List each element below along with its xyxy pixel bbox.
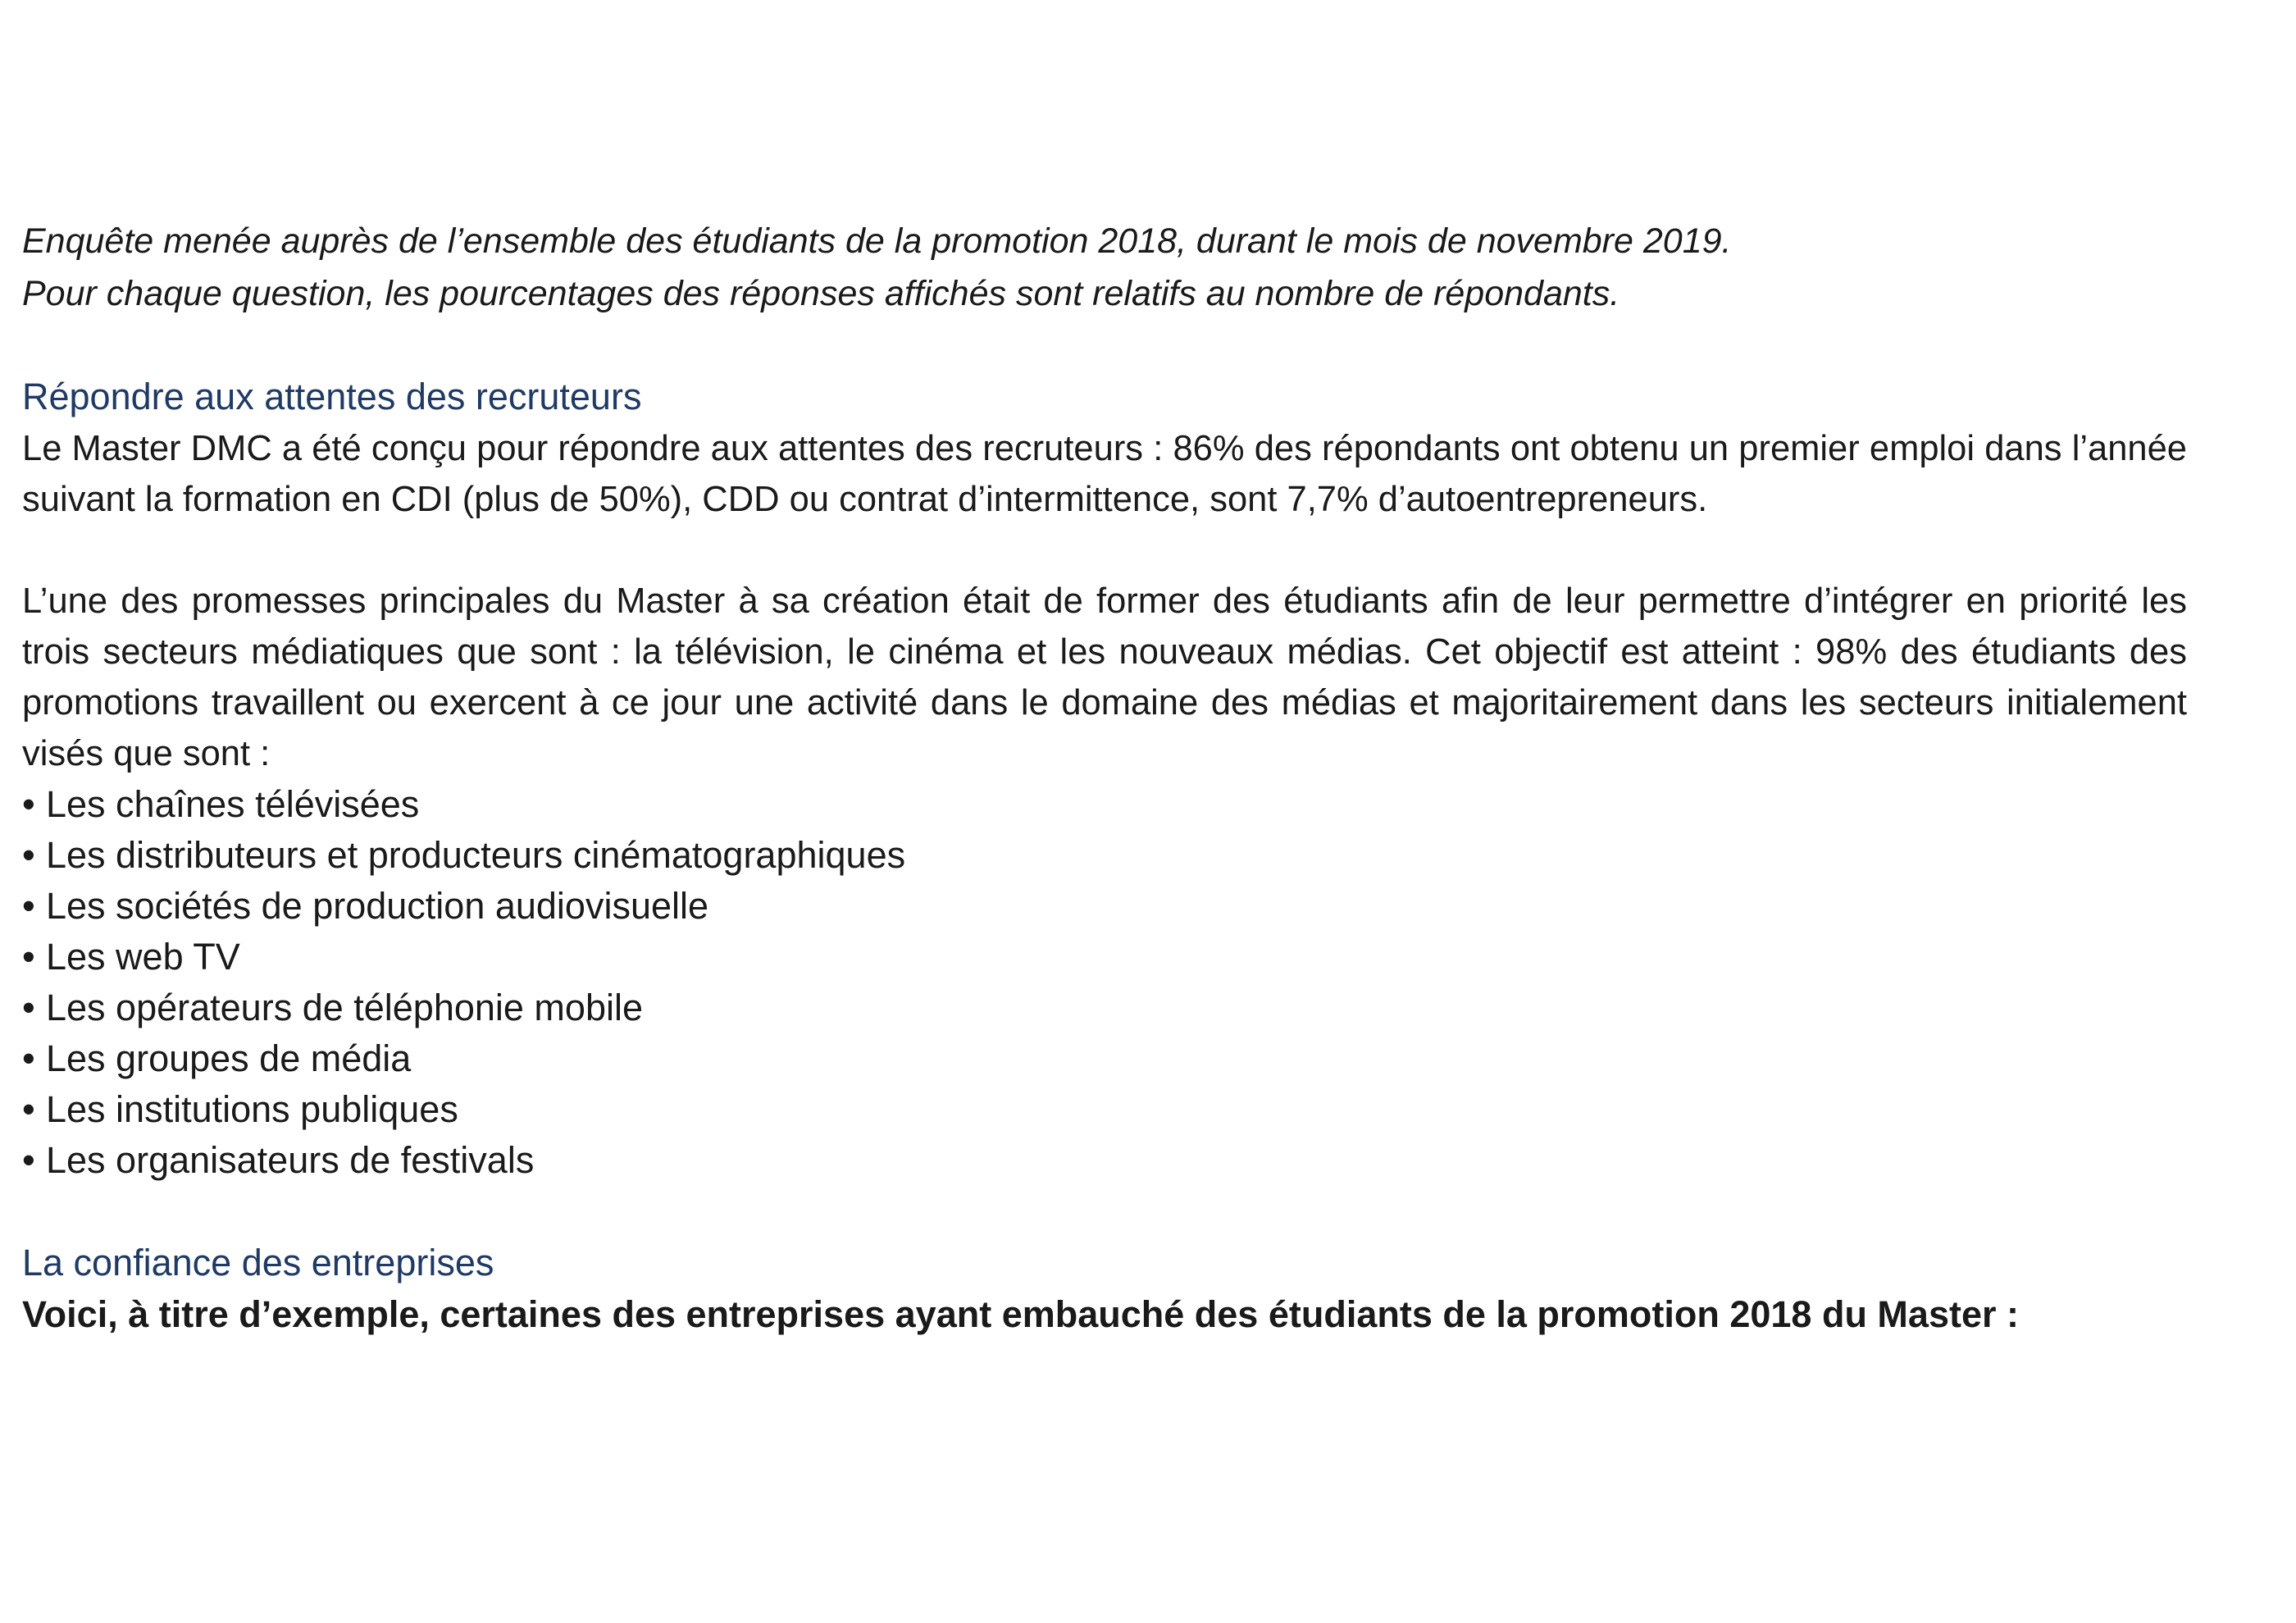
bullet-icon: • xyxy=(22,936,35,978)
sector-label: Les institutions publiques xyxy=(46,1088,458,1130)
sector-list-item xyxy=(22,982,2187,1033)
section-title-companies: La confiance des entreprises xyxy=(22,1242,494,1283)
bullet-icon: • xyxy=(22,885,35,927)
sector-list-item xyxy=(22,932,2187,982)
survey-intro xyxy=(22,215,2187,320)
sector-list-item xyxy=(22,881,2187,932)
document-page xyxy=(22,215,2187,1340)
paragraph-first-job: Le Master DMC a été conçu pour répondre aux attentes des recruteurs : 86% des répondants ont obtenu un premier emploi dans l’année suivant la formation en CDI (plus de 50%), CDD ou contrat d’intermittence, sont 7,7% d’autoentrepreneurs. xyxy=(22,429,2187,519)
spacer xyxy=(22,525,2187,576)
sector-list-item xyxy=(22,830,2187,881)
sector-label: Les organisateurs de festivals xyxy=(46,1139,535,1181)
bullet-icon: • xyxy=(22,834,35,876)
bullet-icon: • xyxy=(22,1139,35,1181)
sector-list-item xyxy=(22,779,2187,830)
sector-list-item xyxy=(22,1135,2187,1186)
spacer xyxy=(22,320,2187,371)
sector-list-item xyxy=(22,1033,2187,1084)
section-title-recruiters: Répondre aux attentes des recruteurs xyxy=(22,376,642,417)
bullet-icon: • xyxy=(22,783,35,825)
companies-lead: Voici, à titre d’exemple, certaines des entreprises ayant embauché des étudiants de la promotion 2018 du Master : xyxy=(22,1293,2019,1335)
sector-label: Les opérateurs de téléphonie mobile xyxy=(46,987,643,1028)
intro-line-survey: Enquête menée auprès de l’ensemble des étudiants de la promotion 2018, durant le mois de novembre 2019. xyxy=(22,221,1732,261)
sector-list-item xyxy=(22,1084,2187,1135)
sector-label: Les sociétés de production audiovisuelle xyxy=(46,885,709,927)
bullet-icon: • xyxy=(22,987,35,1028)
sector-list xyxy=(22,779,2187,1186)
spacer xyxy=(22,1186,2187,1237)
paragraph-media-sectors: L’une des promesses principales du Master à sa création était de former des étudiants afin de leur permettre d’intégrer en priorité les trois secteurs médiatiques que sont : la télévision, le cinéma et les nouveaux médias. Cet objectif est atteint : 98% des étudiants des promotions travaillent ou exercent à ce jour une activité dans le domaine des médias et majoritairement dans les secteurs initialement visés que sont : xyxy=(22,581,2187,773)
bullet-icon: • xyxy=(22,1088,35,1130)
bullet-icon: • xyxy=(22,1037,35,1079)
sector-label: Les chaînes télévisées xyxy=(46,783,420,825)
intro-line-percentages: Pour chaque question, les pourcentages des réponses affichés sont relatifs au nombre de répondants. xyxy=(22,274,1620,313)
sector-label: Les groupes de média xyxy=(46,1037,412,1079)
sector-label: Les distributeurs et producteurs cinématographiques xyxy=(46,834,906,876)
sector-label: Les web TV xyxy=(46,936,240,978)
